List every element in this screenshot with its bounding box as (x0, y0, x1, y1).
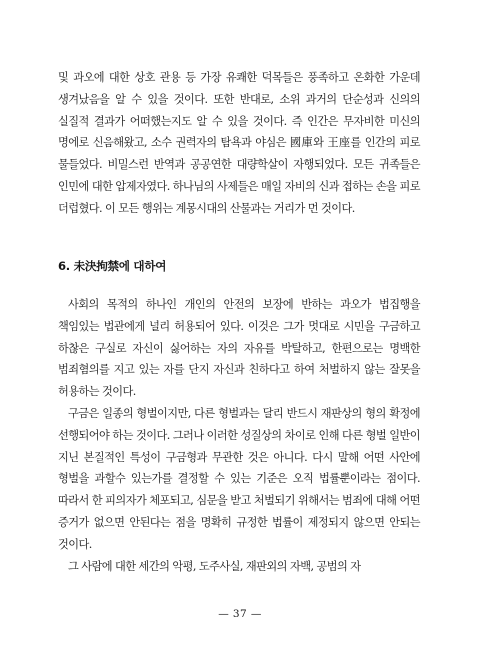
section-paragraph-1: 사회의 목적의 하나인 개인의 안전의 보장에 반하는 과오가 법집행을 책임있는 법관에게 널리 허용되어 있다. 이것은 그가 멋대로 시민을 구금하고 하찮은 구실로 자신이 싫어하는 자의 자유를 박탈하고, 한편으로는 명백한 범죄혐의를 지고 있는 자를 단지 자신과 친하다고 하여 처벌하지 않는 잘못을 허용하는 것이다. (58, 298, 420, 399)
section-paragraph-3: 그 사람에 대한 세간의 악평, 도주사실, 재판외의 자백, 공범의 자 (68, 559, 361, 573)
section-heading: 6. 未決拘禁에 대하여 (58, 259, 167, 273)
body-text-top (58, 67, 420, 220)
page-number: — 37 — (218, 608, 262, 620)
section-paragraph-2: 구금은 일종의 형벌이지만, 다른 형벌과는 달리 반드시 재판상의 형의 확정에 선행되어야 하는 것이다. 그러나 이러한 성질상의 차이로 인해 다른 형벌 일반이 지닌 본질적인 특성이 구금형과 무관한 것은 아니다. 다시 말해 어떤 사안에 형벌을 과할수 있는가를 결정할 수 있는 기준은 오직 법률뿐이라는 점이다. 따라서 한 피의자가 체포되고, 심문을 받고 처벌되기 위해서는 범죄에 대해 어떤 증거가 없으면 안된다는 점을 명확히 규정한 법률이 제정되지 않으면 안되는 것이다. (58, 406, 420, 551)
intro-paragraph: 및 과오에 대한 상호 관용 등 가장 유쾌한 덕목들은 풍족하고 온화한 가운데 생겨났음을 알 수 있을 것이다. 또한 반대로, 소위 과거의 단순성과 신의의 실질적 결과가 어떠했는지도 알 수 있을 것이다. 즉 인간은 무자비한 미신의 명에로 신음해왔고, 소수 권력자의 탐욕과 야심은 國庫와 王座를 인간의 피로 물들었다. 비밀스런 반역과 공공연한 대량학살이 자행되었다. 모든 귀족들은 인민에 대한 압제자였다. 하나님의 사제들은 매일 자비의 신과 접하는 손을 피로 더럽혔다. 이 모든 행위는 계몽시대의 산물과는 거리가 먼 것이다. (58, 71, 420, 215)
section-body (58, 294, 420, 577)
